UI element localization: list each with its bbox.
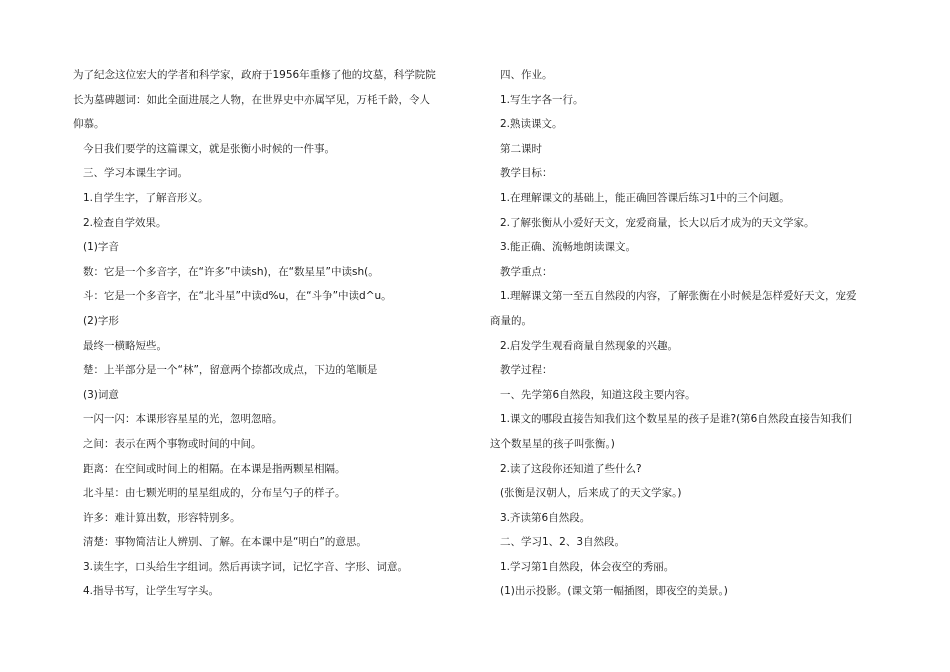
right-paragraph-line: 2.启发学生观看商量自然现象的兴趣。	[500, 339, 679, 352]
left-paragraph-line: 斗：它是一个多音字，在“北斗星”中读d%u，在“斗争”中读d^u。	[83, 290, 392, 303]
left-paragraph-line: 距离：在空间或时间上的相隔。在本课是指两颗星相隔。	[83, 462, 346, 475]
right-paragraph-line: 1.学习第1自然段，体会夜空的秀丽。	[500, 560, 675, 573]
right-paragraph-line: 3.齐读第6自然段。	[500, 511, 591, 524]
right-paragraph-line: 教学过程：	[500, 364, 553, 377]
right-paragraph-line: 2.熟读课文。	[500, 118, 563, 131]
right-paragraph-line: (1)出示投影。(课文第一幅插图，即夜空的美景。)	[500, 585, 728, 598]
right-paragraph-line: 1.写生字各一行。	[500, 93, 584, 106]
right-paragraph-line: 1.理解课文第一至五自然段的内容，了解张衡在小时候是怎样爱好天文，宠爱	[500, 290, 857, 303]
right-paragraph-line: 二、学习1、2、3自然段。	[500, 536, 626, 549]
left-paragraph-line: 清楚：事物简洁让人辨别、了解。在本课中是“明白”的意思。	[83, 536, 367, 549]
left-paragraph-line: 数：它是一个多音字，在“许多”中读sh)，在“数星星”中读sh(。	[83, 265, 379, 278]
left-paragraph-line: 今日我们要学的这篇课文，就是张衡小时候的一件事。	[83, 142, 335, 155]
right-paragraph-line: 商量的。	[490, 314, 532, 327]
left-paragraph-line: 之间：表示在两个事物或时间的中间。	[83, 437, 262, 450]
right-paragraph-line: 第二课时	[500, 142, 542, 155]
right-paragraph-line: (张衡是汉朝人，后来成了的天文学家。)	[500, 487, 682, 500]
left-paragraph-line: 1.自学生字，了解音形义。	[83, 191, 209, 204]
right-column	[490, 63, 885, 604]
left-paragraph-line: 仰慕。	[73, 118, 105, 131]
left-paragraph-line: 许多：难计算出数，形容特别多。	[83, 511, 241, 524]
left-paragraph-line: 2.检查自学效果。	[83, 216, 167, 229]
right-paragraph-line: 四、作业。	[500, 69, 553, 81]
right-paragraph-line: 2.了解张衡从小爱好天文，宠爱商量，长大以后才成为的天文学家。	[500, 216, 815, 229]
left-paragraph-line: 3.读生字，口头给生字组词。然后再读字词，记忆字音、字形、词意。	[83, 560, 409, 573]
right-paragraph-line: 教学目标：	[500, 167, 553, 180]
left-column	[73, 63, 468, 604]
right-paragraph-line: 3.能正确、流畅地朗读课文。	[500, 241, 637, 254]
left-paragraph-line: 为了纪念这位宏大的学者和科学家，政府于1956年重修了他的坟墓，科学院院	[73, 69, 436, 81]
left-paragraph-line: 三、学习本课生字词。	[83, 167, 188, 180]
left-paragraph-line: 4.指导书写，让学生写字头。	[83, 585, 220, 598]
left-paragraph-line: 北斗星：由七颗光明的星星组成的，分布呈勺子的样子。	[83, 487, 346, 500]
left-paragraph-line: 长为墓碑题词：如此全面进展之人物，在世界史中亦属罕见，万枆千龄，令人	[73, 93, 430, 106]
left-paragraph-line: (2)字形	[83, 314, 119, 327]
left-paragraph-line: 最终一横略短些。	[83, 339, 167, 352]
left-paragraph-line: 一闪一闪：本课形容星星的光，忽明忽暗。	[83, 413, 283, 426]
right-paragraph-line: 这个数星星的孩子叫张衡。)	[490, 437, 615, 450]
right-paragraph-line: 2.读了这段你还知道了些什么?	[500, 462, 642, 475]
left-paragraph-line: (1)字音	[83, 241, 119, 254]
right-paragraph-line: 一、先学第6自然段，知道这段主要内容。	[500, 388, 696, 401]
right-paragraph-line: 教学重点：	[500, 265, 553, 278]
left-paragraph-line: (3)词意	[83, 388, 119, 401]
right-paragraph-line: 1.课文的哪段直接告知我们这个数星星的孩子是谁?(第6自然段直接告知我们	[500, 413, 852, 426]
right-paragraph-line: 1.在理解课文的基础上，能正确回答课后练习1中的三个问题。	[500, 191, 790, 204]
left-paragraph-line: 楚：上半部分是一个“林”，留意两个捺都改成点，下边的笔顺是	[83, 364, 378, 377]
